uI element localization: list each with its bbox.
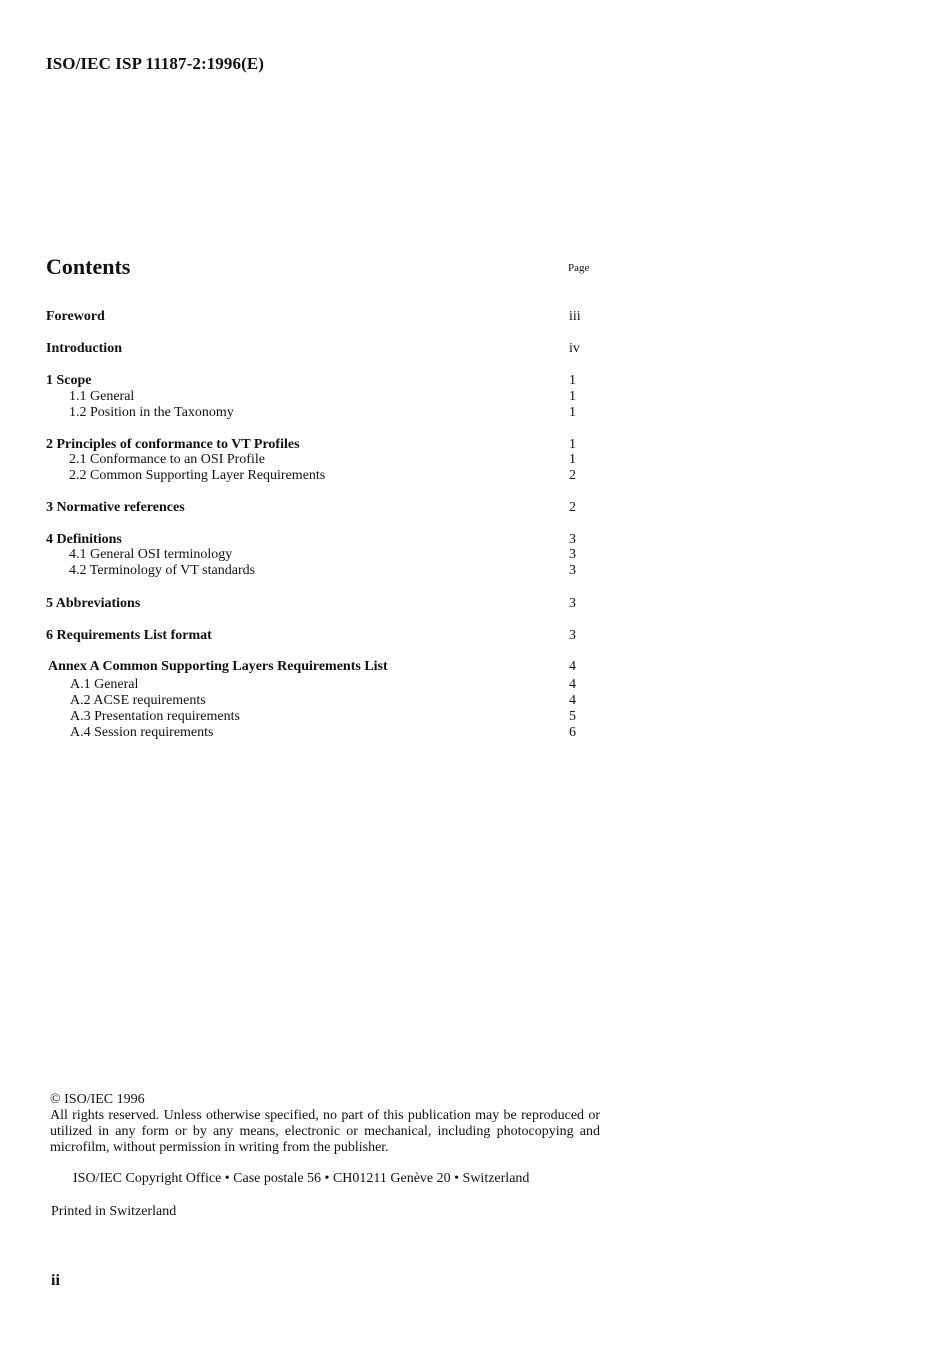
toc-entry-annex-a[interactable] (46, 659, 586, 675)
toc-entry-a4-session[interactable] (46, 725, 586, 741)
toc-entry-page: 1 (569, 389, 576, 404)
contents-title: Contents (46, 254, 131, 279)
toc-entry-label: A.4 Session requirements (70, 725, 214, 740)
toc-entry-common-supporting-layer[interactable] (46, 468, 586, 484)
toc-entry-page: 4 (569, 677, 576, 692)
toc-entry-label: Annex A Common Supporting Layers Requirements List (48, 659, 388, 674)
toc-entry-a3-presentation[interactable] (46, 709, 586, 725)
toc-entry-page: 3 (569, 547, 576, 562)
toc-entry-abbreviations[interactable] (46, 596, 586, 612)
toc-entry-label: 2 Principles of conformance to VT Profiles (46, 437, 300, 452)
copyright-office-address: ISO/IEC Copyright Office • Case postale 56 • CH01211 Genève 20 • Switzerland (73, 1171, 530, 1186)
toc-entry-principles-of-conformance[interactable] (46, 437, 586, 453)
toc-entry-page: iv (569, 341, 580, 356)
toc-entry-label: 4 Definitions (46, 532, 122, 547)
toc-entry-page: 3 (569, 596, 576, 611)
toc-entry-label: 5 Abbreviations (46, 596, 141, 611)
toc-entry-label: 1.2 Position in the Taxonomy (69, 405, 234, 420)
document-id-header: ISO/IEC ISP 11187-2:1996(E) (46, 54, 265, 73)
toc-entry-label: 2.1 Conformance to an OSI Profile (69, 452, 265, 467)
toc-entry-page: 4 (569, 659, 576, 674)
copyright-notice: All rights reserved. Unless otherwise specified, no part of this publication may be reproduced or utilized in any form or by any means, electronic or mechanical, including photocopying and microfilm, without permission in writing from the publisher. (50, 1108, 600, 1155)
toc-entry-page: 5 (569, 709, 576, 724)
toc-entry-label: 2.2 Common Supporting Layer Requirements (69, 468, 326, 483)
toc-entry-definitions[interactable] (46, 532, 586, 548)
toc-entry-general-osi-terminology[interactable] (46, 547, 586, 563)
toc-entry-page: 1 (569, 437, 576, 452)
toc-entry-general[interactable] (46, 389, 586, 405)
copyright-block (50, 1092, 600, 1156)
toc-entry-a1-general[interactable] (46, 677, 586, 693)
page-number: ii (51, 1272, 60, 1289)
toc-entry-page: 3 (569, 563, 576, 578)
toc-entry-label: Foreword (46, 309, 105, 324)
toc-entry-label: 3 Normative references (46, 500, 185, 515)
toc-entry-label: 1.1 General (69, 389, 135, 404)
toc-entry-label: A.1 General (70, 677, 139, 692)
toc-entry-page: 3 (569, 532, 576, 547)
toc-entry-page: 1 (569, 452, 576, 467)
toc-entry-conformance-osi-profile[interactable] (46, 452, 586, 468)
toc-entry-label: 1 Scope (46, 373, 92, 388)
toc-entry-label: A.3 Presentation requirements (70, 709, 240, 724)
toc-entry-label: 6 Requirements List format (46, 628, 212, 643)
toc-entry-page: 2 (569, 500, 576, 515)
toc-entry-page: 1 (569, 405, 576, 420)
toc-entry-a2-acse[interactable] (46, 693, 586, 709)
toc-entry-terminology-vt-standards[interactable] (46, 563, 586, 579)
toc-entry-foreword[interactable] (46, 309, 586, 325)
toc-entry-label: 4.2 Terminology of VT standards (69, 563, 256, 578)
toc-entry-label: A.2 ACSE requirements (70, 693, 206, 708)
toc-entry-page: 6 (569, 725, 576, 740)
toc-entry-introduction[interactable] (46, 341, 586, 357)
toc-entry-normative-references[interactable] (46, 500, 586, 516)
copyright-line: © ISO/IEC 1996 (50, 1092, 145, 1107)
toc-entry-label: 4.1 General OSI terminology (69, 547, 233, 562)
toc-entry-page: 3 (569, 628, 576, 643)
toc-entry-page: iii (569, 309, 581, 324)
toc-entry-page: 2 (569, 468, 576, 483)
page-column-label: Page (568, 262, 590, 274)
toc-entry-page: 4 (569, 693, 576, 708)
toc-entry-page: 1 (569, 373, 576, 388)
toc-entry-scope[interactable] (46, 373, 586, 389)
printed-in-note: Printed in Switzerland (51, 1204, 177, 1219)
toc-entry-requirements-list-format[interactable] (46, 628, 586, 644)
toc-entry-position-in-taxonomy[interactable] (46, 405, 586, 421)
toc-entry-label: Introduction (46, 341, 122, 356)
